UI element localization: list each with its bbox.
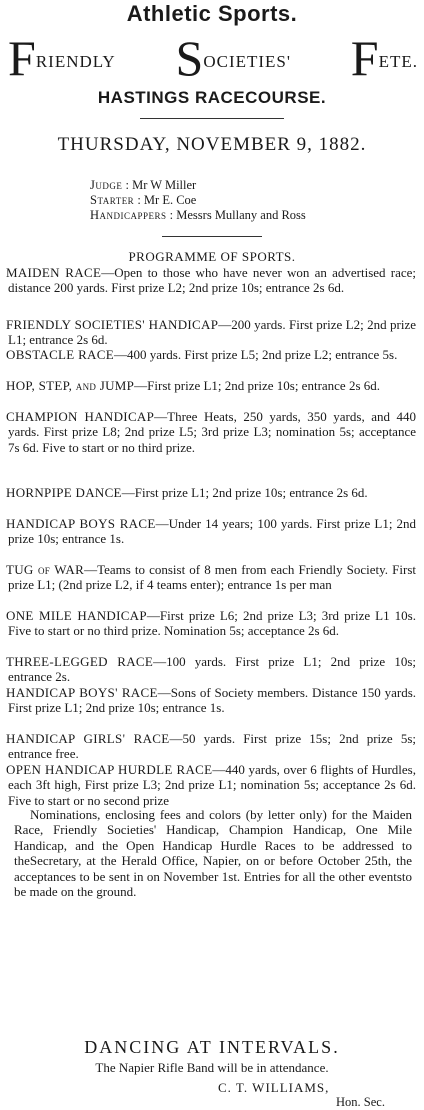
- official-role: Judge: [90, 178, 123, 192]
- event-head: HANDICAP BOYS RACE: [6, 516, 156, 531]
- event-body: —100 yards. First prize L1; 2nd prize 10s; entrance 2s.: [8, 654, 416, 685]
- event-body: —First prize L1; 2nd prize 10s; entrance 2s 6d.: [134, 378, 381, 393]
- event-head: HANDICAP GIRLS' RACE: [6, 731, 170, 746]
- dancing-notice: DANCING AT INTERVALS.: [84, 1037, 340, 1057]
- fete-banner: [8, 30, 418, 86]
- event-head: HANDICAP BOYS' RACE: [6, 685, 158, 700]
- divider: [140, 118, 284, 119]
- event-body: —440 yards, over 6 flights of Hurdles, each 3ft high, First prize L3; 2nd prize L1; nomination 5s; acceptance 2s 6d. Five to start or no second prize: [8, 762, 416, 808]
- event-body: —200 yards. First prize L2; 2nd prize L1; entrance 2s 6d.: [8, 317, 417, 348]
- fete-rest: ETE.: [378, 52, 418, 71]
- event-body: —Three Heats, 250 yards, 350 yards, and 440 yards. First prize L8; 2nd prize L5; 3rd prize L3; nomination 5s; acceptance 7s 6d. Five to start or no third prize.: [8, 409, 416, 455]
- official-starter: [90, 193, 196, 208]
- event-head: HORNPIPE DANCE: [6, 485, 122, 500]
- official-role: Starter: [90, 193, 135, 207]
- event-date: THURSDAY, NOVEMBER 9, 1882.: [57, 134, 367, 155]
- event-body: —Under 14 years; 100 yards. First prize L1; 2nd prize 10s; entrance 1s.: [8, 516, 417, 547]
- event-handicap-boys-society-race: [6, 685, 416, 716]
- event-head: MAIDEN RACE: [6, 265, 102, 280]
- event-tug-of-war: [6, 562, 416, 593]
- event-head: HOP, STEP, and JUMP: [6, 378, 135, 393]
- official-name: : Mr W Miller: [125, 178, 197, 192]
- event-handicap-girls-race: [6, 731, 416, 762]
- nominations-notice: Nominations, enclosing fees and colors (by letter only) for the Maiden Race, Friendly Societies' Handicap, Champion Handicap, One Mile Handicap, and the Open Handicap Hurdle Races to be addressed to theSecretary, at the Herald Office, Napier, on or before October 25th, the acceptances to be sent in on November 1st. Entries for all the other eventsto be made on the ground.: [14, 807, 412, 900]
- event-body: —Teams to consist of 8 men from each Friendly Society. First prize L1; (2nd prize L2, if 4 teams enter); entrance 1s per man: [8, 562, 416, 593]
- fete-initial: F: [8, 30, 36, 86]
- band-notice: The Napier Rifle Band will be in attendance.: [95, 1060, 329, 1075]
- official-judge: [90, 178, 196, 193]
- event-obstacle-race: [6, 347, 416, 362]
- event-body: —50 yards. First prize 15s; 2nd prize 5s; entrance free.: [8, 731, 416, 762]
- divider: [162, 236, 262, 237]
- event-one-mile-handicap: [6, 608, 416, 639]
- signature-title: Hon. Sec.: [336, 1095, 385, 1109]
- ad-title: Athletic Sports.: [126, 1, 298, 26]
- fete-word-societies: [175, 30, 291, 86]
- event-head: TUG of WAR: [6, 562, 85, 577]
- fete-rest: RIENDLY: [35, 52, 116, 71]
- event-head: ONE MILE HANDICAP: [6, 608, 147, 623]
- event-body: —Sons of Society members. Distance 150 yards. First prize L1; 2nd prize 10s; entrance 1s.: [8, 685, 416, 716]
- event-champion-handicap: [6, 409, 416, 455]
- official-name: : Mr E. Coe: [137, 193, 197, 207]
- event-maiden-race: [6, 265, 416, 296]
- fete-initial: F: [350, 30, 379, 86]
- official-role: Handicappers: [90, 208, 167, 222]
- event-head: OPEN HANDICAP HURDLE RACE: [6, 762, 213, 777]
- fete-rest: OCIETIES': [203, 52, 291, 71]
- official-handicappers: [90, 208, 306, 223]
- event-friendly-societies-handicap: [6, 317, 416, 348]
- event-body: —First prize L6; 2nd prize L3; 3rd prize L1 10s. Five to start or no third prize. Nomination 5s; acceptance 2s 6d.: [8, 608, 416, 639]
- event-head: FRIENDLY SOCIETIES' HANDICAP: [6, 317, 219, 332]
- event-handicap-boys-race: [6, 516, 416, 547]
- event-head: CHAMPION HANDICAP: [6, 409, 155, 424]
- event-body: —400 yards. First prize L5; 2nd prize L2; entrance 5s.: [113, 347, 398, 362]
- event-three-legged-race: [6, 654, 416, 685]
- fete-word-fete: [350, 30, 418, 86]
- event-hornpipe-dance: [6, 485, 416, 500]
- fete-word-friendly: [8, 30, 116, 86]
- fete-initial: S: [175, 30, 204, 86]
- event-body: —Open to those who have never won an advertised race; distance 200 yards. First prize L2; 2nd prize 10s; entrance 2s 6d.: [8, 265, 416, 296]
- official-name: : Messrs Mullany and Ross: [169, 208, 306, 222]
- signature-name: C. T. WILLIAMS,: [218, 1080, 330, 1095]
- event-hop-step-jump: [6, 378, 416, 393]
- event-body: —First prize L1; 2nd prize 10s; entrance 2s 6d.: [121, 485, 368, 500]
- event-head: OBSTACLE RACE: [6, 347, 114, 362]
- event-head: THREE-LEGGED RACE: [6, 654, 154, 669]
- venue: HASTINGS RACECOURSE.: [97, 88, 327, 107]
- event-open-hurdle-race: [6, 762, 416, 808]
- programme-title: PROGRAMME OF SPORTS.: [128, 249, 296, 264]
